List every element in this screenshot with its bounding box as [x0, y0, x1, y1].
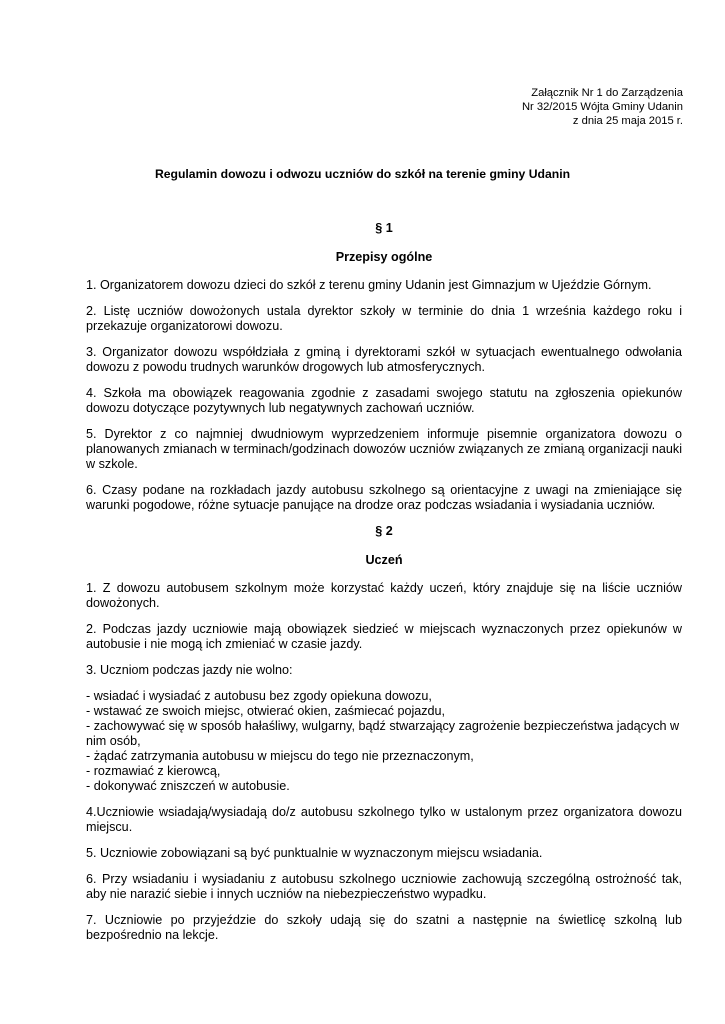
section-1-paragraph-2: 2. Listę uczniów dowożonych ustala dyrektor szkoły w terminie do dnia 1 września każdego roku i przekazuje organizatorowi dowozu.	[86, 304, 682, 333]
section-1-number: § 1	[375, 221, 393, 235]
list-item: - zachowywać się w sposób hałaśliwy, wulgarny, bądź stwarzający zagrożenie bezpieczeństwa jadących w	[86, 719, 680, 733]
document-title: Regulamin dowozu i odwozu uczniów do szkół na terenie gminy Udanin	[154, 167, 571, 181]
section-2-paragraph-1: 1. Z dowozu autobusem szkolnym może korzystać każdy uczeń, który znajduje się na liście uczniów dowożonych.	[86, 581, 682, 610]
attachment-line-3: z dnia 25 maja 2015 r.	[572, 115, 683, 128]
section-2-paragraph-7: 7. Uczniowie po przyjeździe do szkoły udają się do szatni a następnie na świetlicę szkolną lub bezpośrednio na lekcje.	[86, 913, 682, 942]
section-1-paragraph-5: 5. Dyrektor z co najmniej dwudniowym wyprzedzeniem informuje pisemnie organizatora dowozu o planowanych zmianach w terminach/godzinach dowozów uczniów związanych ze zmianą organizacji nauki w szkole.	[86, 427, 682, 471]
section-2-paragraph-5: 5. Uczniowie zobowiązani są być punktualnie w wyznaczonym miejscu wsiadania.	[86, 846, 543, 860]
section-2-heading: Uczeń	[365, 553, 403, 567]
section-1-paragraph-1: 1. Organizatorem dowozu dzieci do szkół z terenu gminy Udanin jest Gimnazjum w Ujeździe Górnym.	[86, 278, 652, 292]
attachment-line-1: Załącznik Nr 1 do Zarządzenia	[531, 87, 683, 99]
section-1-heading: Przepisy ogólne	[335, 250, 433, 264]
list-item: - żądać zatrzymania autobusu w miejscu do tego nie przeznaczonym,	[86, 749, 474, 763]
section-2-paragraph-2: 2. Podczas jazdy uczniowie mają obowiązek siedzieć w miejscach wyznaczonych przez opiekunów w autobusie i nie mogą ich zmieniać w czasie jazdy.	[86, 622, 682, 651]
list-item: - wsiadać i wysiadać z autobusu bez zgody opiekuna dowozu,	[86, 689, 432, 703]
list-item: - rozmawiać z kierowcą,	[86, 764, 221, 778]
section-1-paragraph-4: 4. Szkoła ma obowiązek reagowania zgodnie z zasadami swojego statutu na zgłoszenia opiekunów dowozu dotyczące pozytywnych lub negatywnych zachowań uczniów.	[86, 386, 682, 415]
list-item: - wstawać ze swoich miejsc, otwierać okien, zaśmiecać pojazdu,	[86, 704, 446, 718]
list-item-continuation: nim osób,	[86, 734, 141, 748]
section-2-paragraph-6: 6. Przy wsiadaniu i wysiadaniu z autobusu szkolnego uczniowie zachowują szczególną ostrożność tak, aby nie narazić siebie i innych uczniów na niebezpieczeństwo wypadku.	[86, 872, 682, 901]
section-2-number: § 2	[375, 524, 393, 538]
prohibited-actions-list	[86, 689, 682, 794]
section-1-paragraph-3: 3. Organizator dowozu współdziała z gminą i dyrektorami szkół w sytuacjach ewentualnego odwołania dowozu z powodu trudnych warunków drogowych lub atmosferycznych.	[86, 345, 682, 374]
section-2-paragraph-4: 4.Uczniowie wsiadają/wysiadają do/z autobusu szkolnego tylko w ustalonym przez organizatora dowozu miejscu.	[86, 805, 682, 834]
document-body	[86, 221, 682, 954]
section-2-paragraph-3: 3. Uczniom podczas jazdy nie wolno:	[86, 663, 293, 677]
section-1-paragraph-6: 6. Czasy podane na rozkładach jazdy autobusu szkolnego są orientacyjne z uwagi na zmieniające się warunki pogodowe, różne sytuacje panujące na drodze oraz podczas wsiadania i wysiadania uczniów.	[86, 483, 682, 512]
attachment-line-2: Nr 32/2015 Wójta Gminy Udanin	[521, 101, 683, 114]
list-item: - dokonywać zniszczeń w autobusie.	[86, 779, 290, 793]
attachment-header	[522, 86, 683, 129]
